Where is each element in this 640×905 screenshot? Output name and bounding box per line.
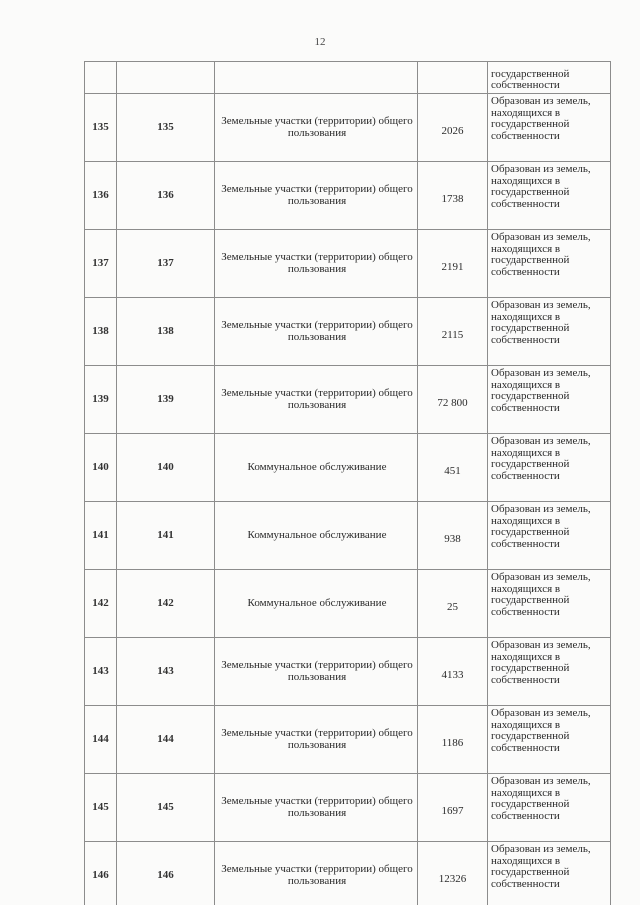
cell-permitted-use: Земельные участки (территории) общего пользования bbox=[215, 638, 418, 706]
table-row-continued bbox=[85, 62, 611, 94]
cell-area: 1738 bbox=[418, 162, 488, 230]
cell-permitted-use: Коммунальное обслуживание bbox=[215, 502, 418, 570]
cell-plot-number: 142 bbox=[117, 570, 215, 638]
cell-empty bbox=[215, 62, 418, 94]
cell-plot-number: 139 bbox=[117, 366, 215, 434]
cell-area: 938 bbox=[418, 502, 488, 570]
table-row bbox=[85, 230, 611, 298]
cell-area: 25 bbox=[418, 570, 488, 638]
cell-note: Образован из земель, находящихся в государственной собственности bbox=[488, 502, 611, 570]
table-row bbox=[85, 774, 611, 842]
table-row bbox=[85, 706, 611, 774]
cell-empty bbox=[117, 62, 215, 94]
cell-row-number: 142 bbox=[85, 570, 117, 638]
cell-plot-number: 146 bbox=[117, 842, 215, 905]
cell-area: 451 bbox=[418, 434, 488, 502]
cell-row-number: 143 bbox=[85, 638, 117, 706]
cell-note: Образован из земель, находящихся в государственной собственности bbox=[488, 706, 611, 774]
table-row bbox=[85, 502, 611, 570]
cell-row-number: 135 bbox=[85, 94, 117, 162]
cell-note: Образован из земель, находящихся в государственной собственности bbox=[488, 230, 611, 298]
cell-area: 12326 bbox=[418, 842, 488, 905]
cell-plot-number: 135 bbox=[117, 94, 215, 162]
table-body bbox=[85, 62, 611, 905]
cell-permitted-use: Земельные участки (территории) общего пользования bbox=[215, 774, 418, 842]
cell-plot-number: 143 bbox=[117, 638, 215, 706]
cell-row-number: 146 bbox=[85, 842, 117, 905]
cell-note: Образован из земель, находящихся в государственной собственности bbox=[488, 570, 611, 638]
cell-area: 72 800 bbox=[418, 366, 488, 434]
cell-area: 2026 bbox=[418, 94, 488, 162]
cell-permitted-use: Коммунальное обслуживание bbox=[215, 570, 418, 638]
cell-permitted-use: Земельные участки (территории) общего пользования bbox=[215, 162, 418, 230]
cell-note: Образован из земель, находящихся в государственной собственности bbox=[488, 638, 611, 706]
cell-row-number: 138 bbox=[85, 298, 117, 366]
cell-permitted-use: Земельные участки (территории) общего пользования bbox=[215, 298, 418, 366]
cell-note: Образован из земель, находящихся в государственной собственности bbox=[488, 162, 611, 230]
table-row bbox=[85, 570, 611, 638]
cell-empty bbox=[418, 62, 488, 94]
cell-permitted-use: Коммунальное обслуживание bbox=[215, 434, 418, 502]
cell-row-number: 139 bbox=[85, 366, 117, 434]
table-row bbox=[85, 94, 611, 162]
cell-plot-number: 137 bbox=[117, 230, 215, 298]
table-row bbox=[85, 842, 611, 905]
page-number: 12 bbox=[314, 36, 326, 48]
cell-plot-number: 140 bbox=[117, 434, 215, 502]
cell-note: Образован из земель, находящихся в государственной собственности bbox=[488, 774, 611, 842]
cell-row-number: 145 bbox=[85, 774, 117, 842]
cell-area: 2115 bbox=[418, 298, 488, 366]
cell-note: Образован из земель, находящихся в государственной собственности bbox=[488, 842, 611, 905]
cell-row-number: 141 bbox=[85, 502, 117, 570]
cell-plot-number: 141 bbox=[117, 502, 215, 570]
cell-permitted-use: Земельные участки (территории) общего пользования bbox=[215, 366, 418, 434]
cell-permitted-use: Земельные участки (территории) общего пользования bbox=[215, 230, 418, 298]
cell-permitted-use: Земельные участки (территории) общего пользования bbox=[215, 706, 418, 774]
table-row bbox=[85, 162, 611, 230]
table-row bbox=[85, 434, 611, 502]
cell-note: Образован из земель, находящихся в государственной собственности bbox=[488, 434, 611, 502]
land-plots-table bbox=[84, 61, 611, 905]
cell-plot-number: 145 bbox=[117, 774, 215, 842]
table-row bbox=[85, 298, 611, 366]
cell-row-number: 137 bbox=[85, 230, 117, 298]
cell-note: государственной собственности bbox=[488, 62, 611, 94]
cell-row-number: 144 bbox=[85, 706, 117, 774]
cell-area: 4133 bbox=[418, 638, 488, 706]
cell-row-number: 136 bbox=[85, 162, 117, 230]
cell-plot-number: 138 bbox=[117, 298, 215, 366]
cell-plot-number: 136 bbox=[117, 162, 215, 230]
cell-empty bbox=[85, 62, 117, 94]
cell-row-number: 140 bbox=[85, 434, 117, 502]
cell-area: 1697 bbox=[418, 774, 488, 842]
table-row bbox=[85, 638, 611, 706]
cell-note: Образован из земель, находящихся в государственной собственности bbox=[488, 366, 611, 434]
cell-note: Образован из земель, находящихся в государственной собственности bbox=[488, 94, 611, 162]
cell-permitted-use: Земельные участки (территории) общего пользования bbox=[215, 94, 418, 162]
cell-area: 2191 bbox=[418, 230, 488, 298]
cell-permitted-use: Земельные участки (территории) общего пользования bbox=[215, 842, 418, 905]
cell-area: 1186 bbox=[418, 706, 488, 774]
cell-plot-number: 144 bbox=[117, 706, 215, 774]
cell-note: Образован из земель, находящихся в государственной собственности bbox=[488, 298, 611, 366]
table-row bbox=[85, 366, 611, 434]
